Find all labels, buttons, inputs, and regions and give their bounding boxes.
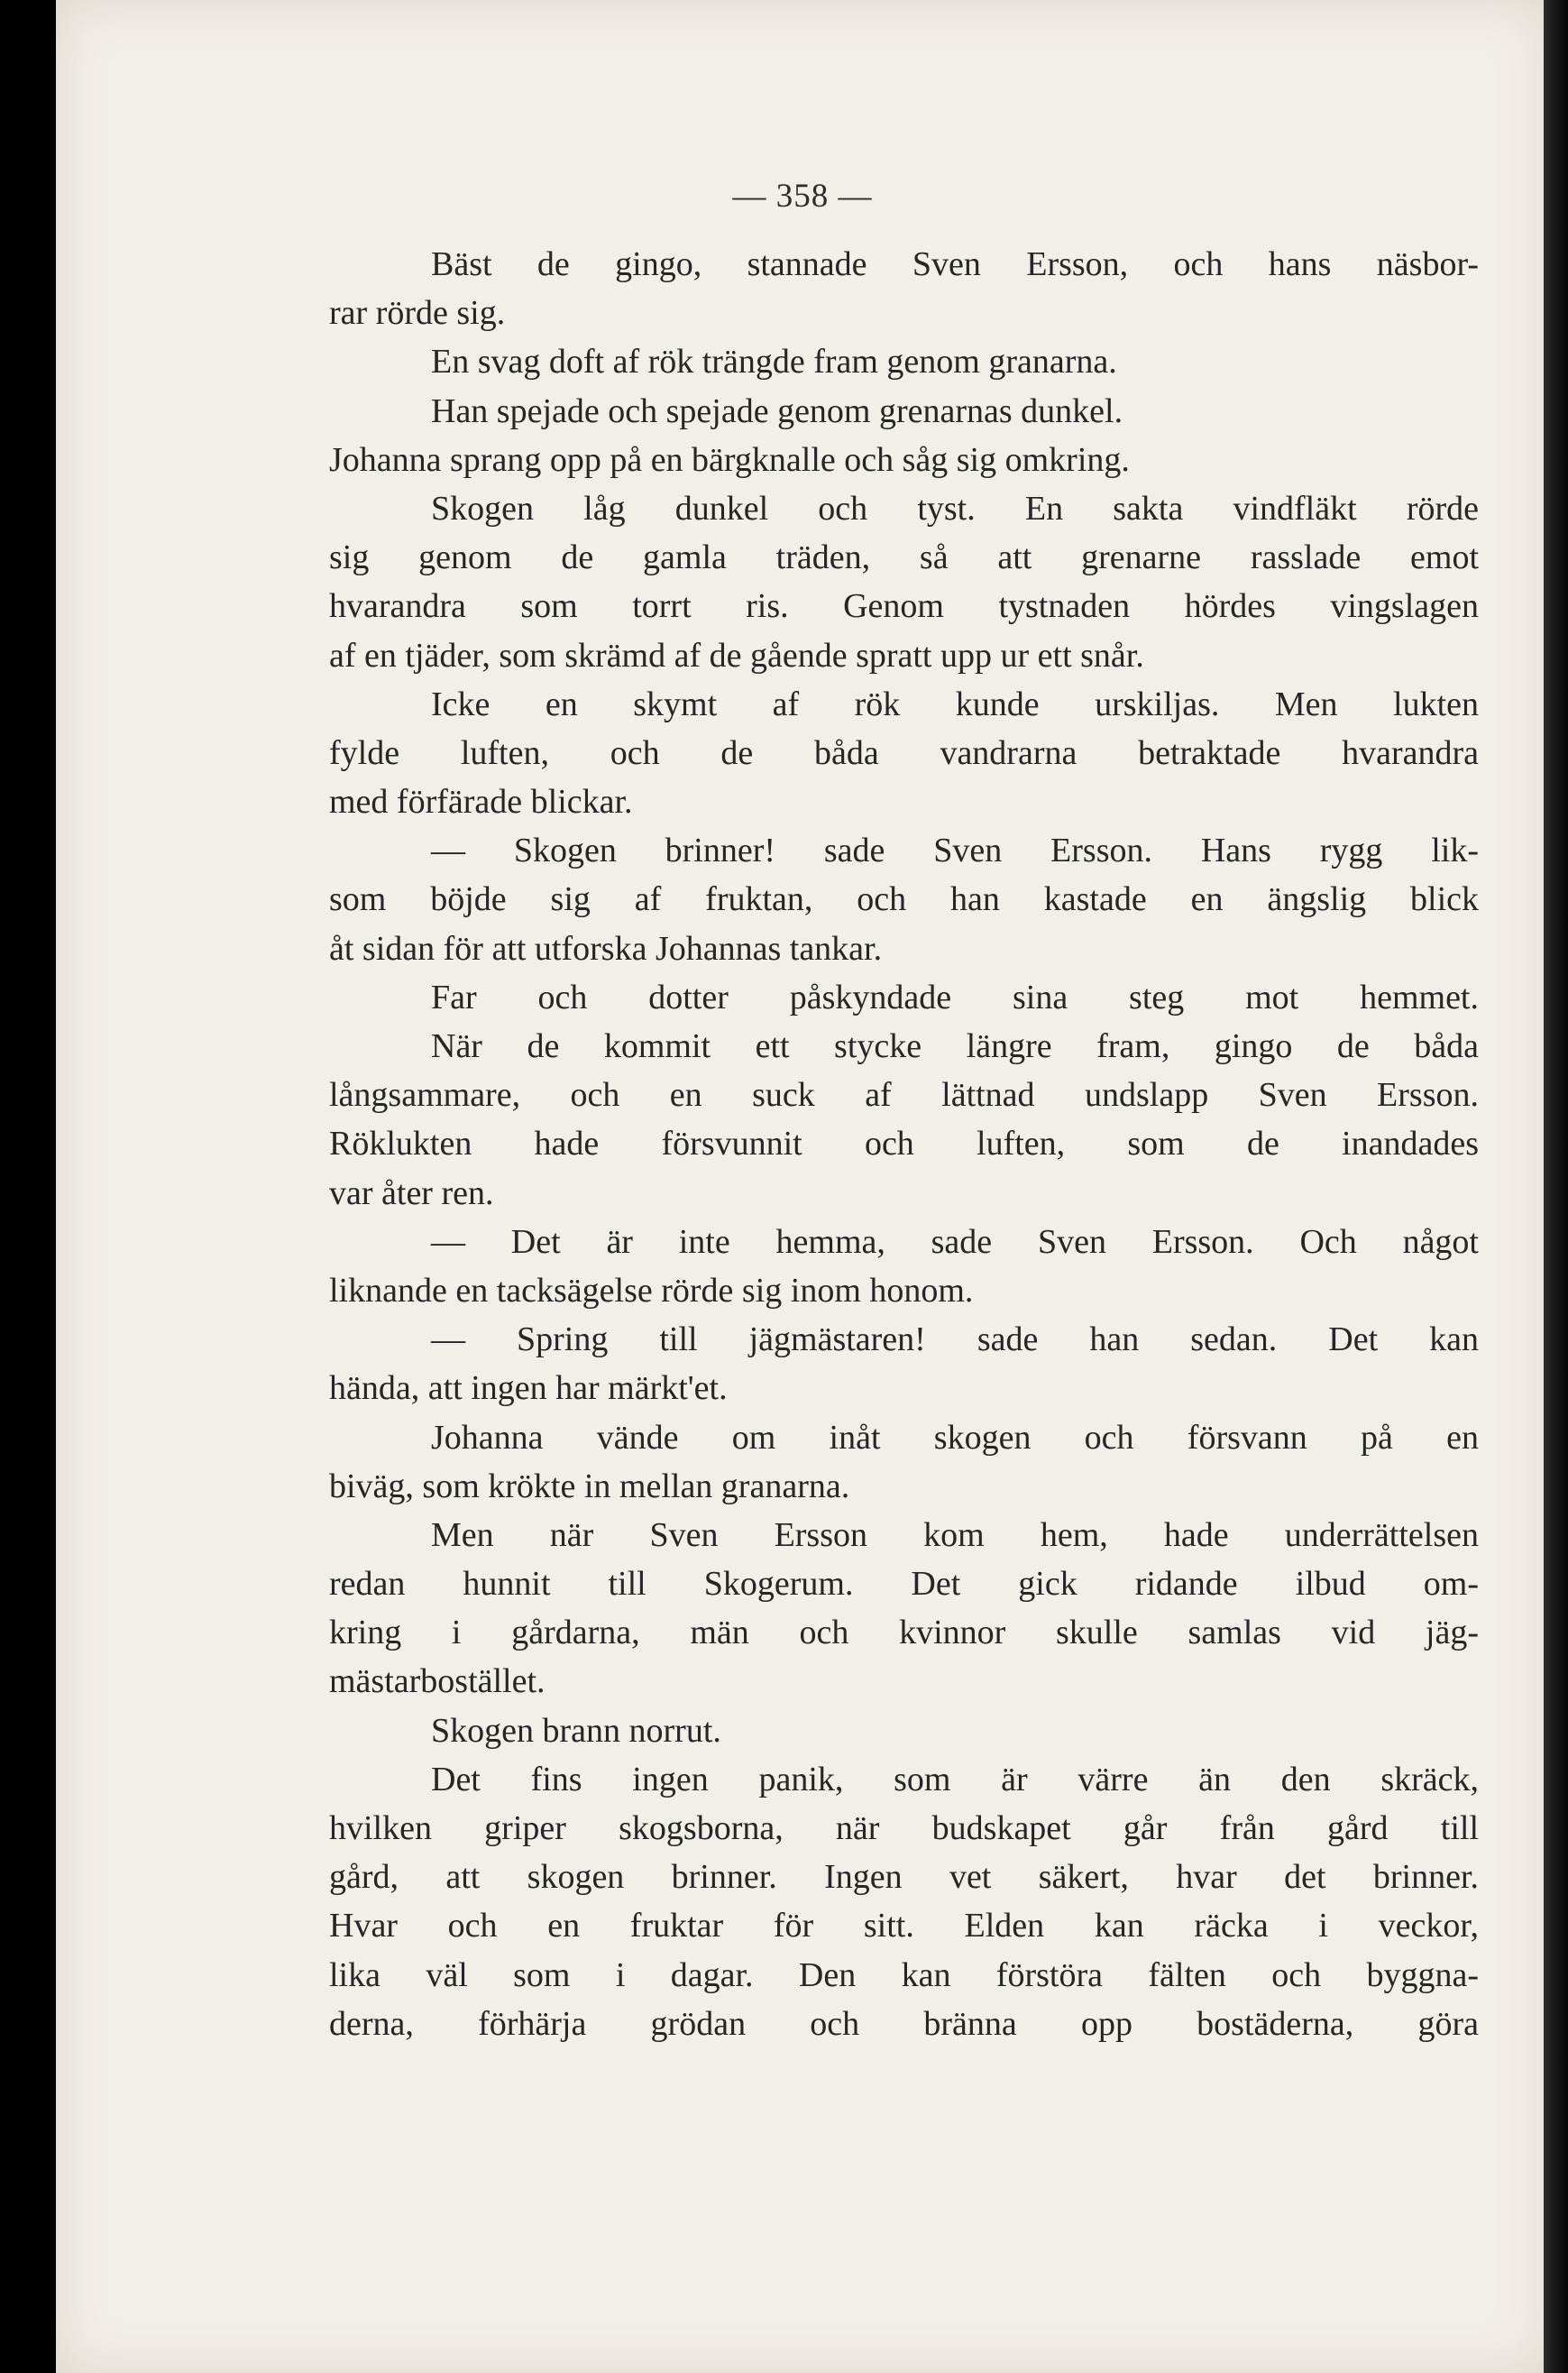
text-line: hvarandra som torrt ris. Genom tystnaden hördes vingslagen [329,587,1479,626]
text-line: Han spejade och spejade genom grenarnas dunkel. [431,391,1123,430]
body-text [329,240,1479,2048]
text-line: sig genom de gamla träden, så att grenarne rasslade emot [329,538,1479,577]
text-line: som böjde sig af fruktan, och han kastade en ängslig blick [329,880,1479,919]
text-line: fylde luften, och de båda vandrarna betraktade hvarandra [329,733,1479,772]
text-line: åt sidan för att utforska Johannas tankar. [329,929,883,968]
text-line: redan hunnit till Skogerum. Det gick ridande ilbud om- [329,1565,1479,1604]
text-line: mästarbostället. [329,1662,546,1701]
text-line: Skogen låg dunkel och tyst. En sakta vindfläkt rörde [431,489,1479,528]
text-line: af en tjäder, som skrämd af de gående spratt upp ur ett snår. [329,636,1144,675]
text-line: Men när Sven Ersson kom hem, hade underrättelsen [431,1515,1479,1554]
text-line: Johanna sprang opp på en bärgknalle och såg sig omkring. [329,440,1130,479]
book-page [56,0,1549,2373]
text-line: Johanna vände om inåt skogen och försvann på en [431,1418,1479,1457]
text-line: — Det är inte hemma, sade Sven Ersson. Och något [431,1222,1479,1261]
text-line: med förfärade blickar. [329,783,633,822]
text-line: rar rörde sig. [329,294,506,333]
text-line: Far och dotter påskyndade sina steg mot hemmet. [431,978,1479,1016]
text-line: långsammare, och en suck af lättnad undslapp Sven Ersson. [329,1076,1479,1115]
text-line: Det fins ingen panik, som är värre än den skräck, [431,1760,1479,1798]
text-line: Röklukten hade försvunnit och luften, som de inandades [329,1125,1479,1164]
text-line: hvilken griper skogsborna, när budskapet går från gård till [329,1809,1479,1847]
text-line: Icke en skymt af rök kunde urskiljas. Men lukten [431,685,1479,723]
text-line: var åter ren. [329,1173,494,1212]
text-line: Skogen brann norrut. [431,1711,721,1750]
text-line: — Spring till jägmästaren! sade han sedan. Det kan [431,1320,1479,1359]
page-edge-shadow [1544,0,1568,2373]
text-line: derna, förhärja grödan och bränna opp bostäderna, göra [329,2004,1479,2043]
text-line: När de kommit ett stycke längre fram, gingo de båda [431,1027,1479,1065]
text-line: hända, att ingen har märkt'et. [329,1369,728,1408]
text-line: kring i gårdarna, män och kvinnor skulle samlas vid jäg- [329,1614,1479,1652]
text-line: Bäst de gingo, stannade Sven Ersson, och hans näsbor- [431,245,1479,283]
text-line: En svag doft af rök trängde fram genom granarna. [431,343,1117,382]
text-line: lika väl som i dagar. Den kan förstöra fälten och byggna- [329,1955,1479,1994]
page-number: — 358 — [732,178,873,215]
text-line: gård, att skogen brinner. Ingen vet säkert, hvar det brinner. [329,1858,1479,1897]
text-line: biväg, som krökte in mellan granarna. [329,1467,850,1505]
text-line: — Skogen brinner! sade Sven Ersson. Hans rygg lik- [431,832,1479,870]
text-line: Hvar och en fruktar för sitt. Elden kan räcka i veckor, [329,1907,1479,1945]
text-line: liknande en tacksägelse rörde sig inom honom. [329,1271,974,1310]
